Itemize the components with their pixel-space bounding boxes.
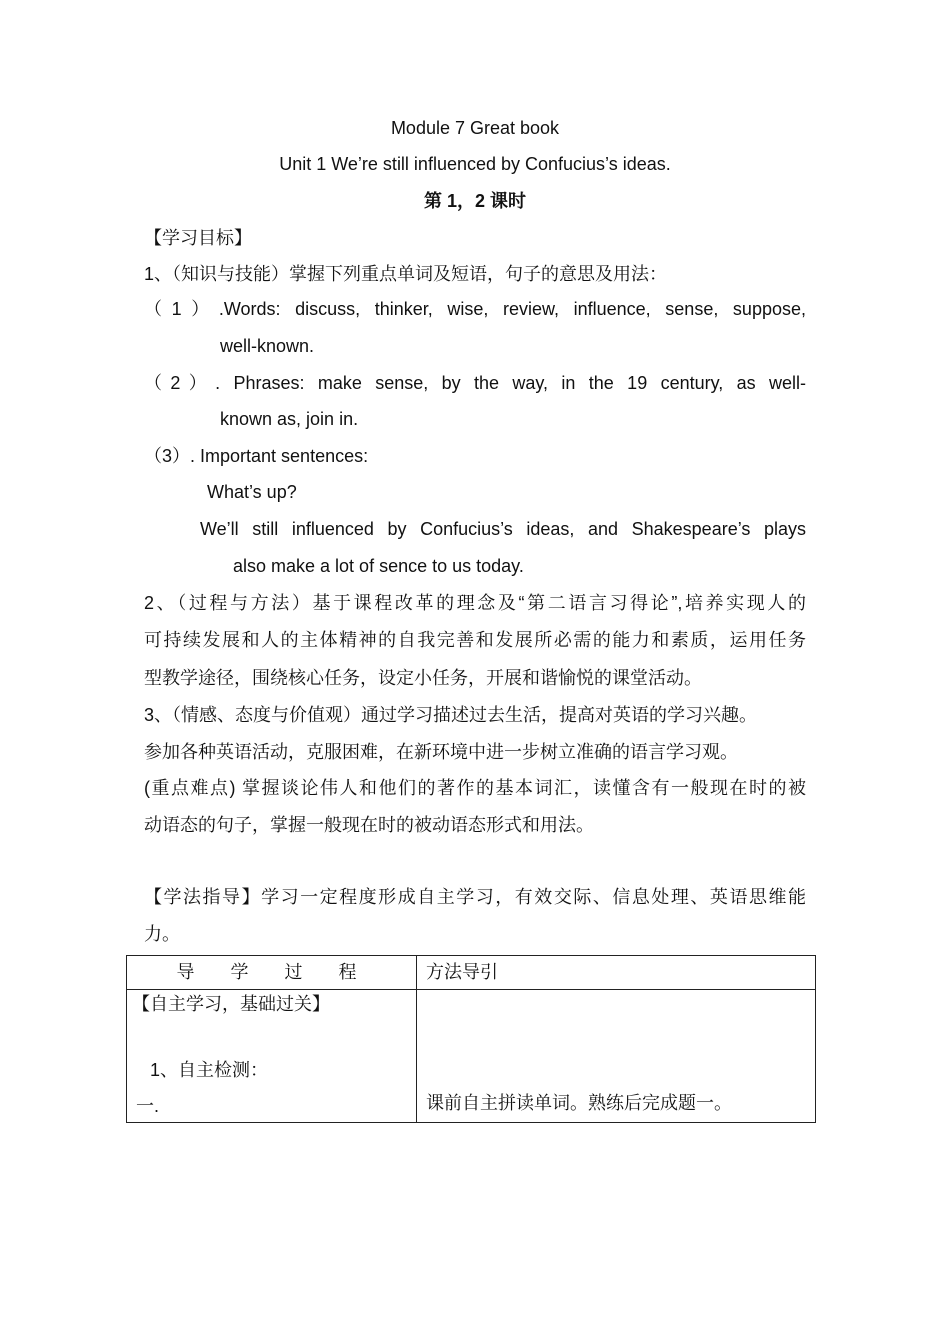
objective-2-line-2: 可持续发展和人的主体精神的自我完善和发展所必需的能力和素质，运用任务 [144,630,806,650]
key-points-line-2: 动语态的句子，掌握一般现在时的被动语态形式和用法。 [144,815,594,835]
sentence-1: What’s up? [207,482,297,502]
module-title: Module 7 Great book [390,118,560,138]
objective-2-line-1: 2、（过程与方法）基于课程改革的理念及“第二语言习得论”,培养实现人的 [144,593,806,613]
objective-3-line-1: 3、（情感、态度与价值观）通过学习描述过去生活，提高对英语的学习兴趣。 [144,705,758,725]
col1-header-cell [127,956,417,990]
table-body-row [127,990,816,1123]
objectives-heading: 【学习目标】 [144,228,252,248]
period-title: 第 1，2 课时 [423,191,527,211]
words-line-2: well-known. [220,336,315,356]
words-line-1: （1）.Words: discuss, thinker, wise, review, influence, sense, suppose, [144,299,806,319]
objective-2-line-3: 型教学途径，围绕核心任务，设定小任务，开展和谐愉悦的课堂活动。 [144,668,702,688]
phrases-line-1: （2）. Phrases: make sense, by the way, in the 19 century, as well- [144,373,806,393]
objective-1: 1、（知识与技能）掌握下列重点单词及短语，句子的意思及用法： [144,264,668,284]
method-line-2: 力。 [144,924,180,944]
section-title: 【自主学习，基础过关】 [132,994,330,1014]
objective-3-line-2: 参加各种英语活动，克服困难，在新环境中进一步树立准确的语言学习观。 [144,742,738,762]
sentences-label: （3）. Important sentences: [144,446,369,466]
col2-header-cell [417,956,816,990]
sentence-2-line-1: We’ll still influenced by Confucius’s ideas, and Shakespeare’s plays [200,519,806,539]
col1-header: 导 学 过 程 [176,961,357,982]
guide-cell [417,990,816,1123]
method-line-1: 【学法指导】学习一定程度形成自主学习，有效交际、信息处理、英语思维能 [144,887,806,907]
item-marker: 一. [136,1096,160,1116]
sentence-2-line-2: also make a lot of sence to us today. [233,556,524,576]
key-points-line-1: (重点难点) 掌握谈论伟人和他们的著作的基本词汇，读懂含有一般现在时的被 [144,778,806,798]
self-check-label: 1、自主检测： [150,1060,269,1080]
phrases-line-2: known as, join in. [220,409,359,429]
guide-table [126,955,816,1123]
table-header-row [127,956,816,990]
guide-note: 课前自主拼读单词。熟练后完成题一。 [426,1093,732,1113]
col2-header: 方法导引 [426,962,498,982]
unit-title: Unit 1 We’re still influenced by Confucius’s ideas. [279,154,671,174]
process-cell [127,990,417,1123]
